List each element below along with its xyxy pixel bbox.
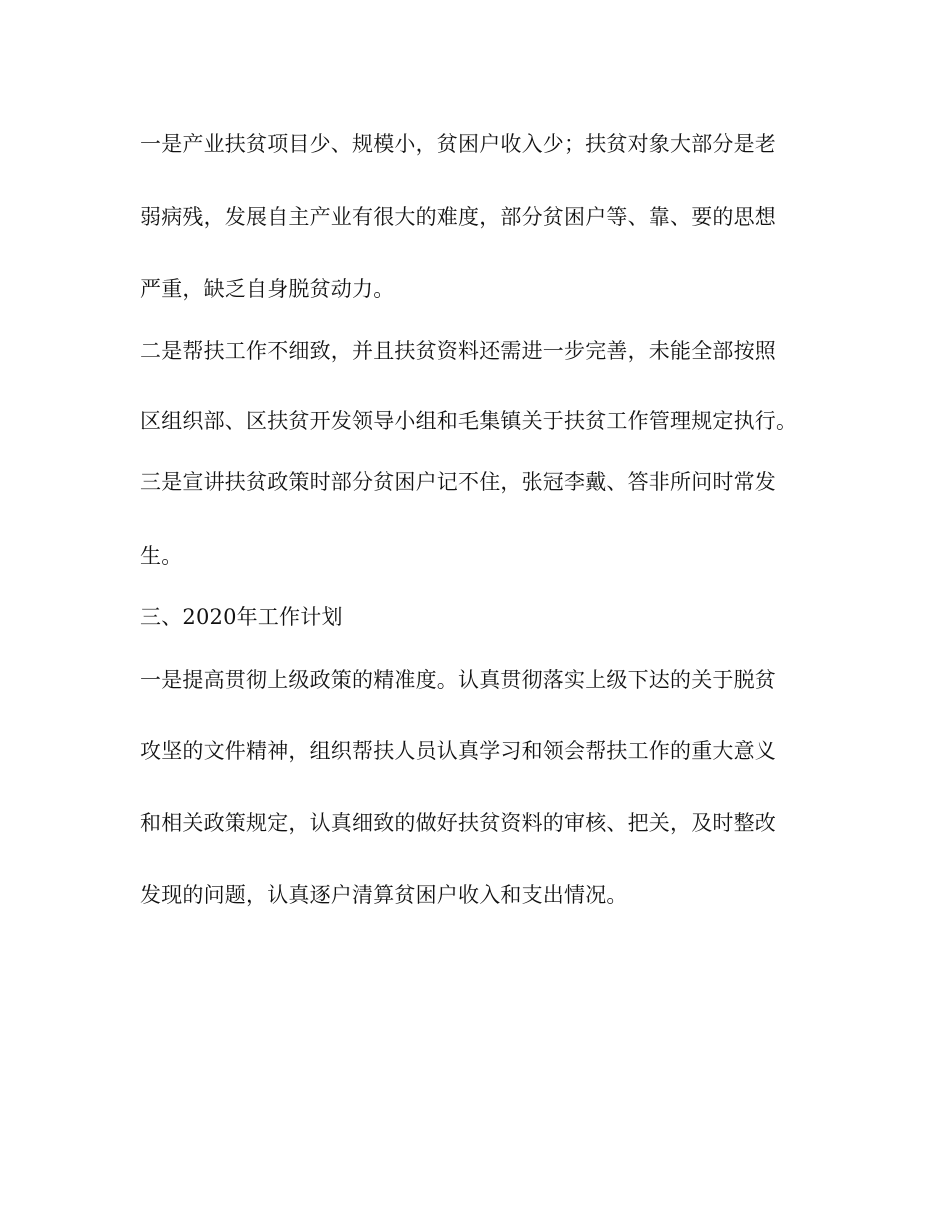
text-line-6: 三是宣讲扶贫政策时部分贫困户记不住，张冠李戴、答非所问时常发 <box>140 470 776 494</box>
text-line-3: 严重，缺乏自身脱贫动力。 <box>140 277 395 301</box>
text-line-11: 和相关政策规定，认真细致的做好扶贫资料的审核、把关，及时整改 <box>140 811 776 835</box>
section-heading: 三、2020年工作计划 <box>140 605 343 629</box>
text-line-9: 一是提高贯彻上级政策的精准度。认真贯彻落实上级下达的关于脱贫 <box>140 668 776 692</box>
text-line-2: 弱病残，发展自主产业有很大的难度，部分贫困户等、靠、要的思想 <box>140 205 776 229</box>
text-line-12: 发现的问题，认真逐户清算贫困户收入和支出情况。 <box>140 883 628 907</box>
text-line-10: 攻坚的文件精神，组织帮扶人员认真学习和领会帮扶工作的重大意义 <box>140 739 776 763</box>
text-line-5: 区组织部、区扶贫开发领导小组和毛集镇关于扶贫工作管理规定执行。 <box>140 409 798 433</box>
text-line-7: 生。 <box>140 544 183 568</box>
text-line-4: 二是帮扶工作不细致，并且扶贫资料还需进一步完善，未能全部按照 <box>140 339 776 363</box>
text-line-1: 一是产业扶贫项目少、规模小，贫困户收入少；扶贫对象大部分是老 <box>140 132 776 156</box>
